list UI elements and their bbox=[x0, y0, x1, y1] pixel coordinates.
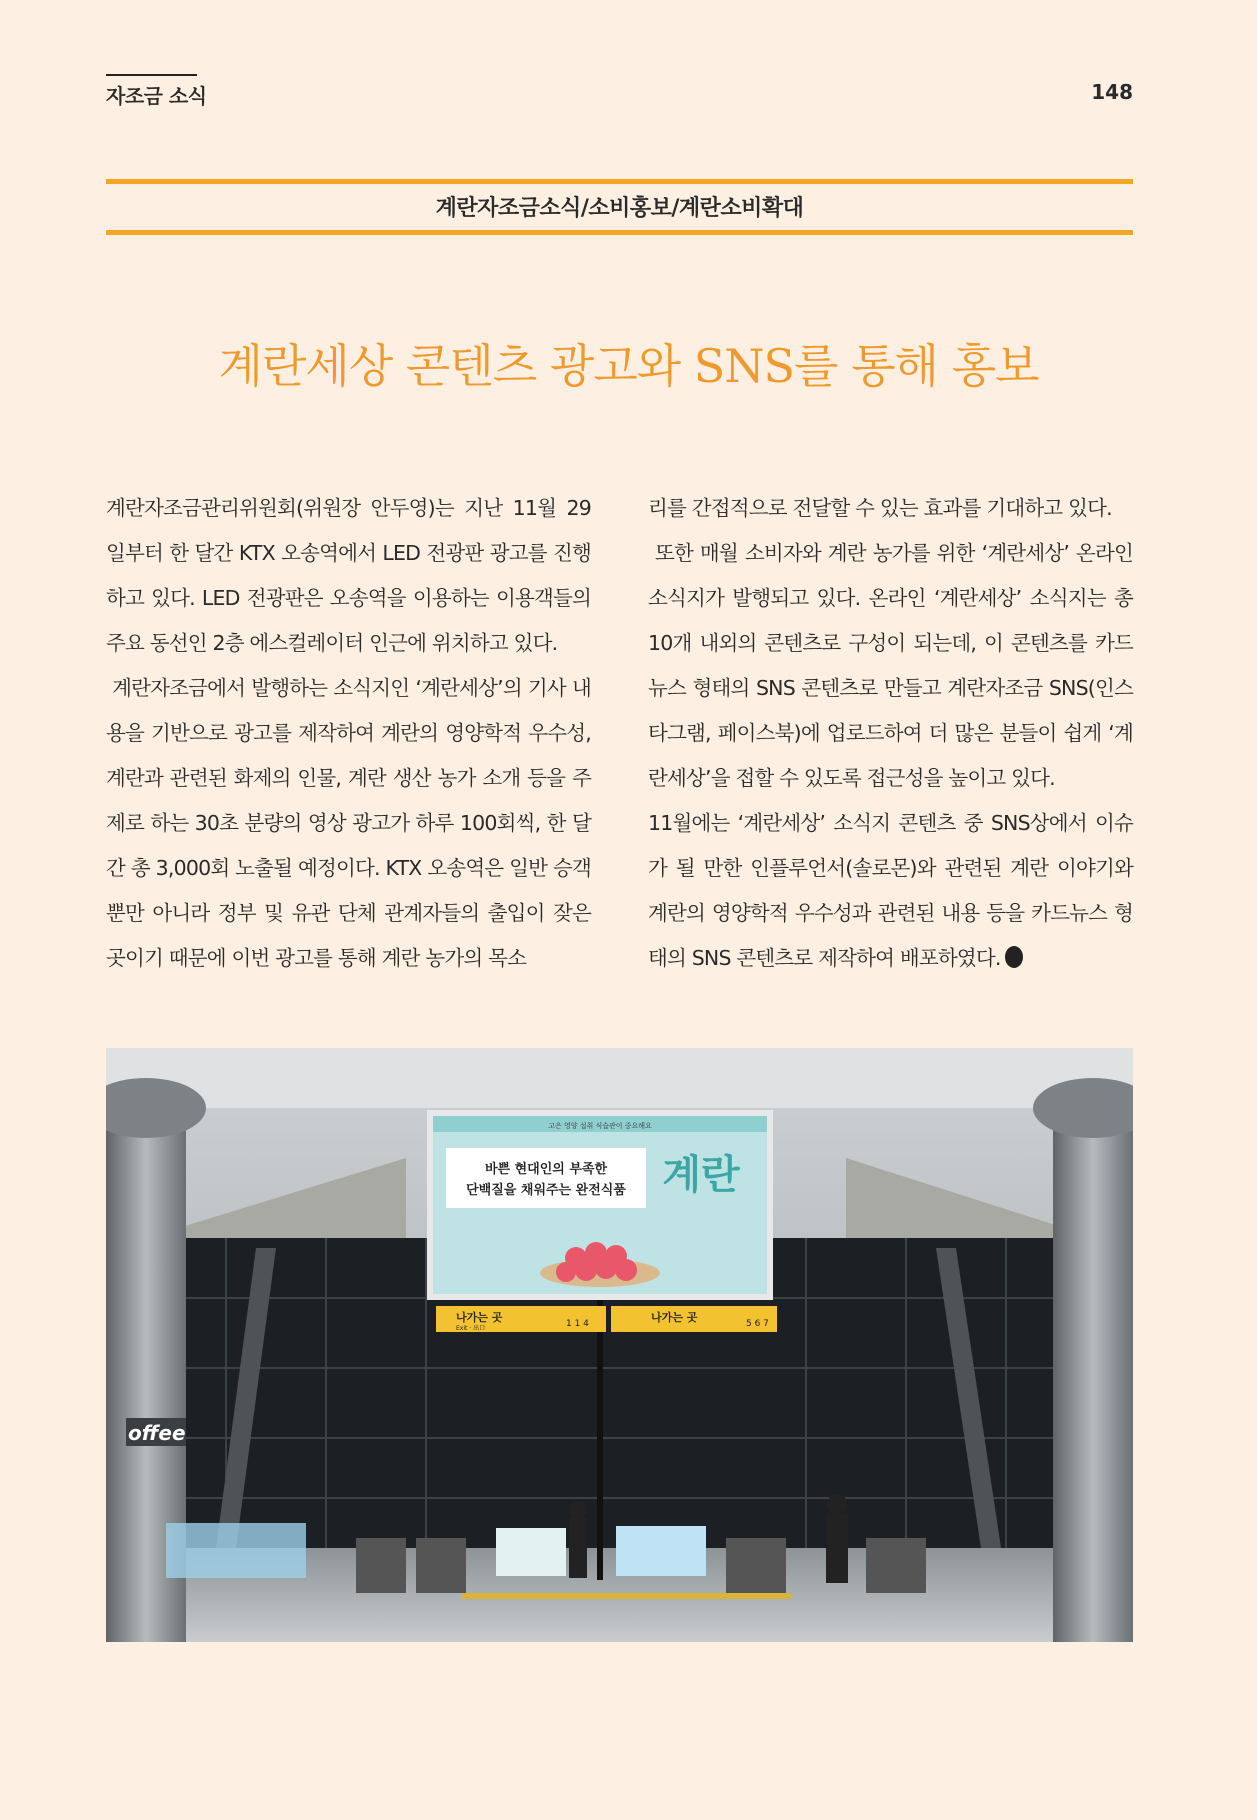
end-mark-icon bbox=[1005, 946, 1023, 968]
body-column-left bbox=[106, 486, 591, 981]
billboard-top-text: 고은 영양 섭취 식습관이 중요해요 bbox=[548, 1122, 652, 1130]
billboard-line1: 바쁜 현대인의 부족한 bbox=[484, 1162, 608, 1177]
billboard-big-text: 계란 bbox=[662, 1152, 740, 1198]
category-title: 계란자조금소식/소비홍보/계란소비확대 bbox=[435, 196, 804, 221]
shop-sign: offee bbox=[128, 1421, 186, 1445]
body-paragraph: 또한 매월 소비자와 계란 농가를 위한 ‘계란세상’ 온라인 소식지가 발행되고 있다. 온라인 ‘계란세상’ 소식지는 총 10개 내외의 콘텐츠로 구성이 되는데, 이 콘텐츠를 카드뉴스 형태의 SNS 콘텐츠로 만들고 계란자조금 SNS(인스타그램, 페이스북)에 업로드하여 더 많은 분들이 쉽게 ‘계란세상’을 접할 수 있도록 접근성을 높이고 있다. bbox=[648, 541, 1133, 790]
exit-sign-left-nums: 1 1 4 bbox=[566, 1319, 589, 1329]
body-paragraph: 리를 간접적으로 전달할 수 있는 효과를 기대하고 있다. bbox=[648, 496, 1112, 520]
exit-sign-right: 나가는 곳 bbox=[651, 1311, 698, 1324]
billboard-line2: 단백질을 채워주는 완전식품 bbox=[466, 1183, 626, 1198]
body-paragraph: 계란자조금관리위원회(위원장 안두영)는 지난 11월 29일부터 한 달간 KTX 오송역에서 LED 전광판 광고를 진행하고 있다. LED 전광판은 오송역을 이용하는 이용객들의 주요 동선인 2층 에스컬레이터 인근에 위치하고 있다. bbox=[106, 496, 591, 655]
article-headline: 계란세상 콘텐츠 광고와 SNS를 통해 홍보 bbox=[218, 339, 1039, 393]
section-label: 자조금 소식 bbox=[106, 84, 207, 108]
body-paragraph: 11월에는 ‘계란세상’ 소식지 콘텐츠 중 SNS상에서 이슈가 될 만한 인플루언서(솔로몬)와 관련된 계란 이야기와 계란의 영양학적 우수성과 관련된 내용 등을 카드뉴스 형태의 SNS 콘텐츠로 제작하여 배포하였다. bbox=[648, 811, 1133, 970]
exit-sign-left: 나가는 곳 bbox=[456, 1311, 503, 1324]
station-photo-illustration bbox=[106, 1048, 1133, 1642]
station-photo bbox=[106, 1048, 1133, 1642]
category-rule-bottom bbox=[106, 230, 1133, 235]
exit-sign-right-nums: 5 6 7 bbox=[746, 1319, 769, 1329]
body-column-right bbox=[648, 486, 1133, 981]
header-rule bbox=[106, 74, 197, 76]
body-paragraph: 계란자조금에서 발행하는 소식지인 ‘계란세상’의 기사 내용을 기반으로 광고를 제작하여 계란의 영양학적 우수성, 계란과 관련된 화제의 인물, 계란 생산 농가 소개 등을 주제로 하는 30초 분량의 영상 광고가 하루 100회씩, 한 달간 총 3,000회 노출될 예정이다. KTX 오송역은 일반 승객뿐만 아니라 정부 및 유관 단체 관계자들의 출입이 잦은 곳이기 때문에 이번 광고를 통해 계란 농가의 목소 bbox=[106, 676, 591, 970]
exit-sign-left-sub: Exit · 出口 bbox=[456, 1325, 486, 1332]
page-number: 148 bbox=[1091, 80, 1133, 104]
category-rule-top bbox=[106, 179, 1133, 184]
